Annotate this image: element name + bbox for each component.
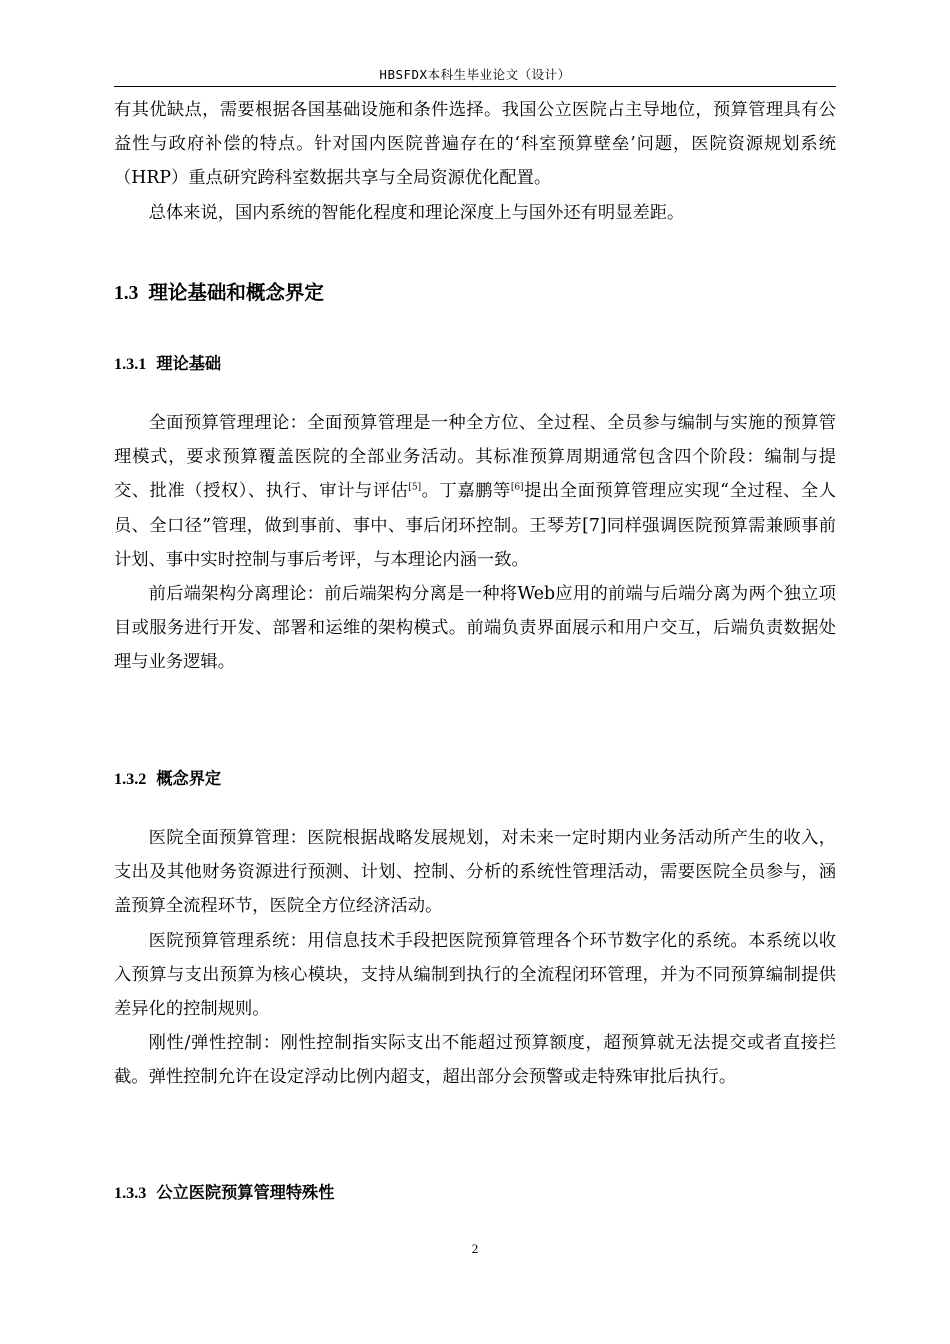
paragraph	[114, 406, 836, 577]
paragraph: 医院全面预算管理：医院根据战略发展规划，对未来一定时期内业务活动所产生的收入，支出及其他财务资源进行预测、计划、控制、分析的系统性管理活动，需要医院全员参与，涵盖预算全流程环节，医院全方位经济活动。	[114, 828, 836, 917]
paragraph: 有其优缺点，需要根据各国基础设施和条件选择。我国公立医院占主导地位，预算管理具有公益性与政府补偿的特点。针对国内医院普遍存在的‘科室预算壁垒’问题，医院资源规划系统（HRP）重点研究跨科室数据共享与全局资源优化配置。	[114, 100, 836, 189]
section-number: 1.3.2	[114, 770, 147, 788]
section-heading-1-3-1	[114, 351, 221, 377]
concept-text-block	[114, 821, 836, 1095]
section-number: 1.3.1	[114, 355, 147, 373]
section-title: 理论基础和概念界定	[148, 281, 324, 304]
section-number: 1.3	[114, 283, 139, 304]
paragraph: 前后端架构分离理论：前后端架构分离是一种将Web应用的前端与后端分离为两个独立项目或服务进行开发、部署和运维的架构模式。前端负责界面展示和用户交互，后端负责数据处理与业务逻辑。	[114, 584, 836, 673]
citation: [5]	[408, 483, 422, 494]
page-number: 2	[471, 1241, 479, 1256]
section-title: 理论基础	[156, 354, 222, 373]
paragraph-text: 全面预算管理理论：全面预算管理是一种全方位、全过程、全员参与编制与实施的预算管理模式，要求预算覆盖医院的全部业务活动。其标准预算周期通常包含四个阶段：编制与提交、批准（授权）、执行、审计与评估	[114, 413, 836, 502]
section-title: 概念界定	[156, 769, 222, 788]
paragraph: 刚性/弹性控制：刚性控制指实际支出不能超过预算额度，超预算就无法提交或者直接拦截。弹性控制允许在设定浮动比例内超支，超出部分会预警或走特殊审批后执行。	[114, 1033, 836, 1088]
section-number: 1.3.3	[114, 1184, 147, 1202]
citation: [6]	[510, 483, 524, 494]
section-title: 公立医院预算管理特殊性	[156, 1183, 335, 1202]
intro-text-block	[114, 93, 836, 230]
theory-text-block	[114, 406, 836, 680]
paragraph: 总体来说，国内系统的智能化程度和理论深度上与国外还有明显差距。	[148, 202, 685, 223]
paragraph: 医院预算管理系统：用信息技术手段把医院预算管理各个环节数字化的系统。本系统以收入预算与支出预算为核心模块，支持从编制到执行的全流程闭环管理，并为不同预算编制提供差异化的控制规则。	[114, 930, 836, 1020]
page-header	[114, 64, 836, 87]
paragraph-text: 。丁嘉鹏等	[421, 481, 511, 502]
paragraph-text: 提出全面预算管理应实现“全过程、全人员、全口径”管理，做到事前、事中、事后闭环控制。王琴芳[7]同样强调医院预算需兼顾事前计划、事中实时控制与事后考评，与本理论内涵一致。	[114, 481, 836, 570]
section-heading-1-3-2	[114, 766, 221, 792]
section-heading-1-3-3	[114, 1180, 334, 1206]
section-heading-1-3	[114, 278, 324, 309]
header-title: HBSFDX本科生毕业论文（设计）	[379, 67, 571, 82]
